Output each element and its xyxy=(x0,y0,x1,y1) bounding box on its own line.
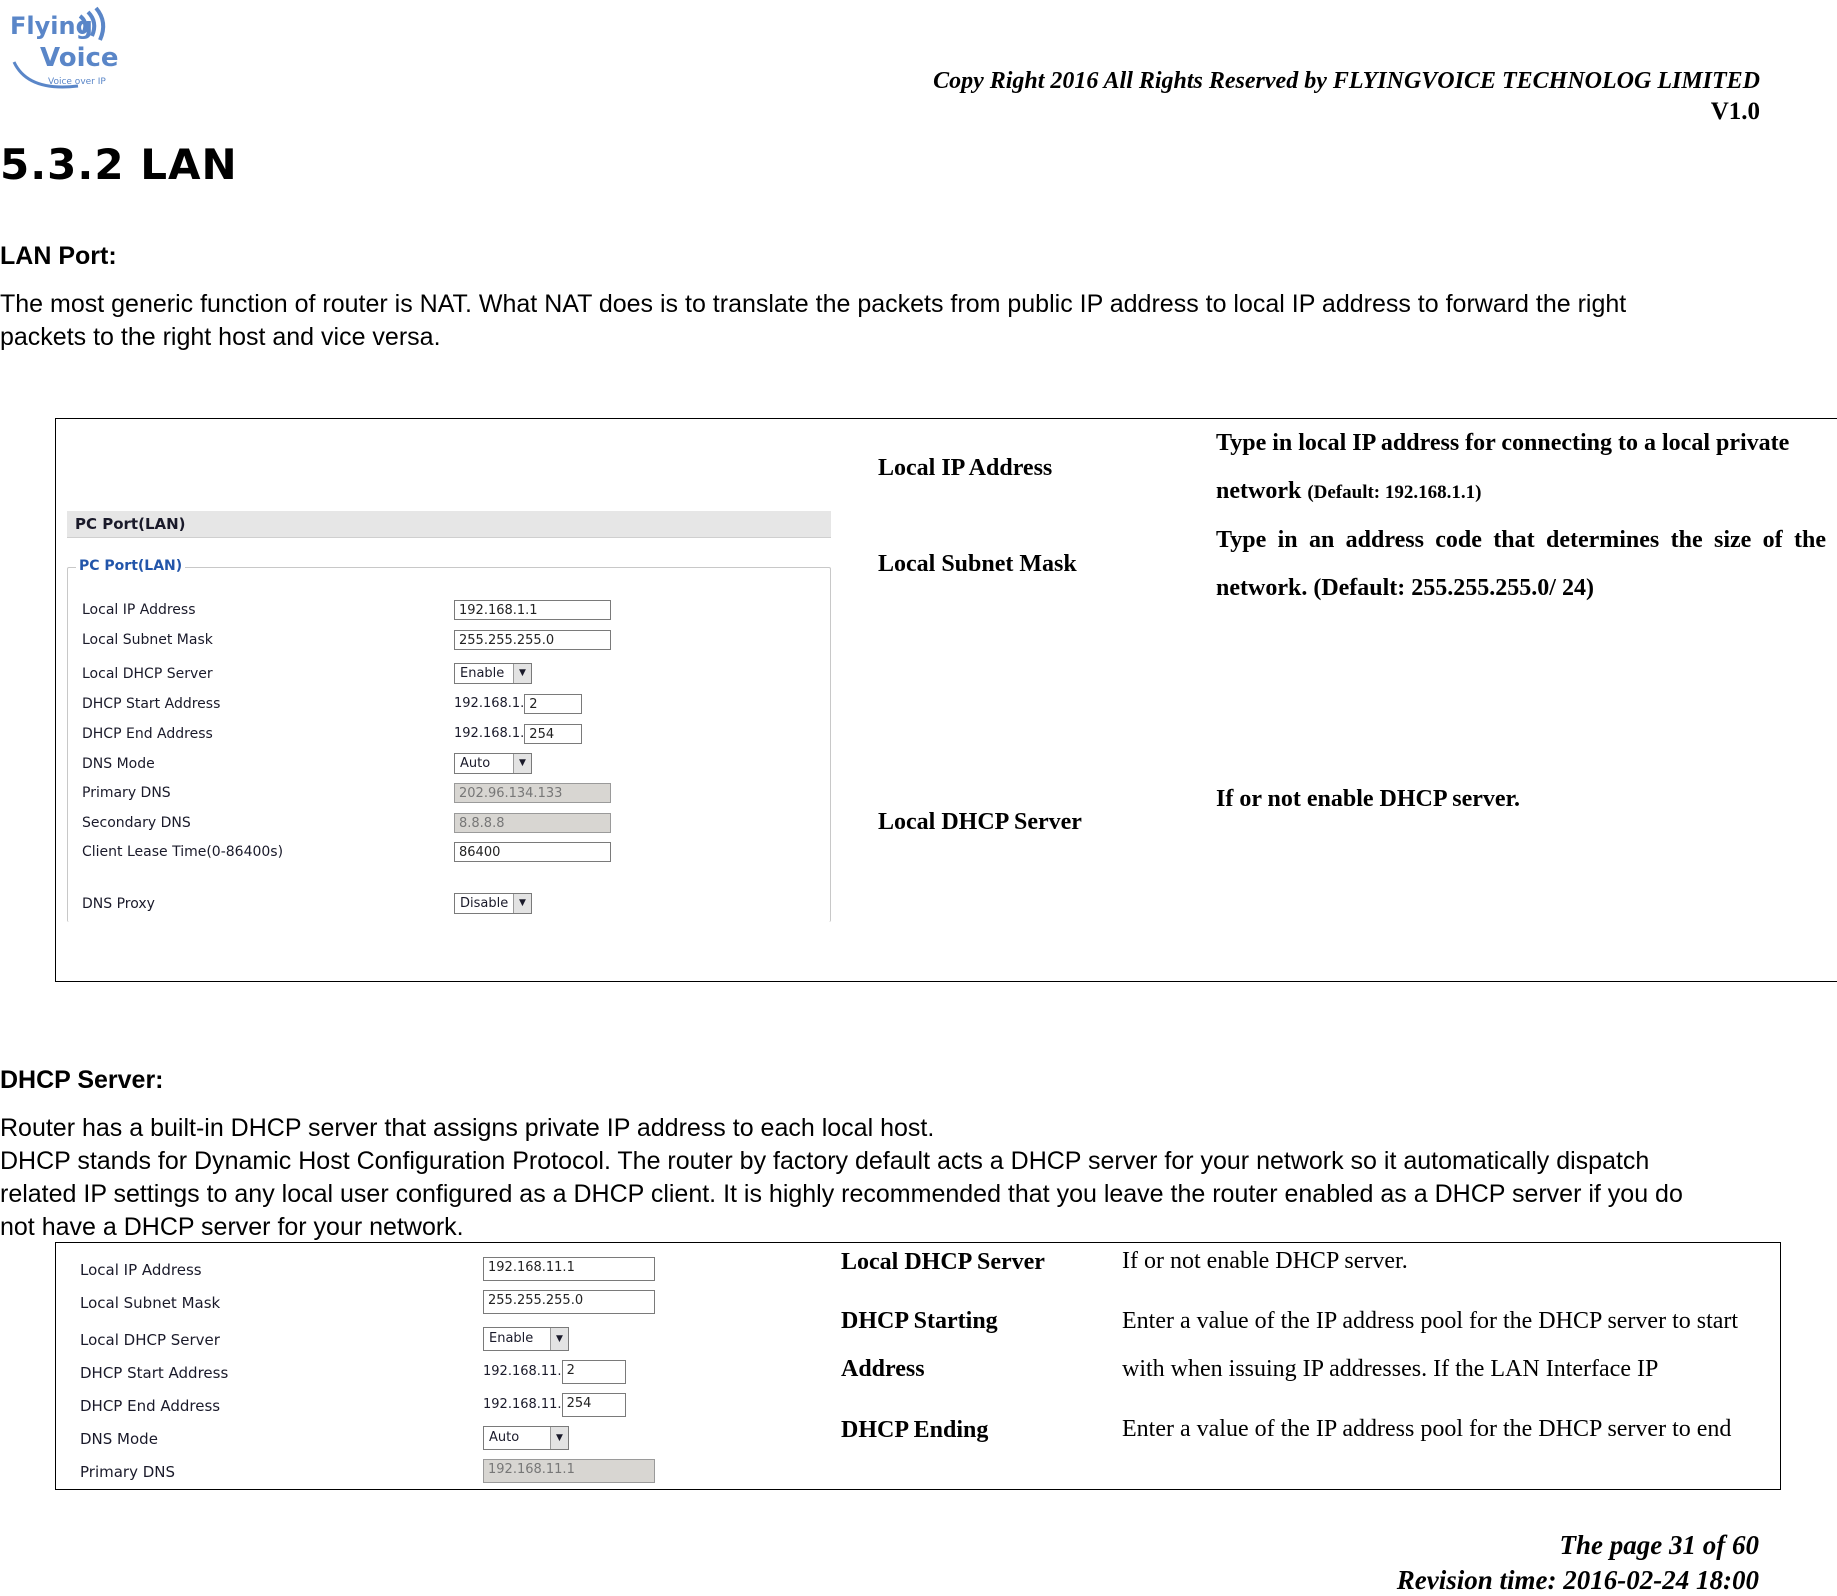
field-label: Local IP Address xyxy=(80,1261,202,1279)
lan-port-line-1: The most generic function of router is NAT. What NAT does is to translate the packets from public IP address to local IP address to forward the right xyxy=(0,290,1627,318)
field-subnet-mask xyxy=(68,628,830,654)
desc-default: (Default: 192.168.1.1) xyxy=(1307,482,1482,503)
term-local-ip: Local IP Address xyxy=(878,455,1053,481)
dhcp-line-1: Router has a built-in DHCP server that assigns private IP address to each local host. xyxy=(0,1114,935,1142)
field-label: Client Lease Time(0-86400s) xyxy=(82,844,284,860)
logo-graphic xyxy=(8,0,120,92)
pc-port-legend: PC Port(LAN) xyxy=(76,558,185,574)
ip-prefix: 192.168.1. xyxy=(454,696,525,711)
dhcp-server-heading: DHCP Server: xyxy=(0,1066,164,1094)
field-dhcp-start xyxy=(68,692,830,718)
field-label: DNS Proxy xyxy=(82,896,155,912)
chevron-down-icon[interactable]: ▼ xyxy=(513,664,531,683)
field-dns-mode xyxy=(68,752,830,778)
field-label: Local Subnet Mask xyxy=(82,632,213,648)
logo-text-voice: Voice xyxy=(40,43,119,73)
term-line: Address xyxy=(841,1356,925,1382)
field-label: DHCP End Address xyxy=(80,1397,221,1415)
field-dhcp-end xyxy=(66,1393,686,1419)
local-ip-input[interactable]: 192.168.1.1 xyxy=(454,600,611,620)
select-value: Auto xyxy=(460,756,491,771)
dhcp-start-control xyxy=(483,1360,626,1384)
lan-settings-frame xyxy=(55,418,1837,982)
lan-port-heading: LAN Port: xyxy=(0,242,117,270)
term-line: DHCP Starting xyxy=(841,1308,998,1334)
select-value: Disable xyxy=(460,896,509,911)
field-label: DHCP End Address xyxy=(82,726,213,742)
dhcp-panel xyxy=(66,1251,686,1489)
field-secondary-dns xyxy=(68,811,830,837)
field-primary-dns xyxy=(68,781,830,807)
dhcp-start-control xyxy=(454,694,582,714)
select-value: Enable xyxy=(489,1331,534,1346)
field-label: Local Subnet Mask xyxy=(80,1294,221,1312)
field-dns-mode xyxy=(66,1426,686,1452)
dhcp-settings-frame xyxy=(55,1242,1781,1490)
dhcp-end-input[interactable]: 254 xyxy=(562,1393,626,1417)
field-local-ip xyxy=(68,598,830,624)
revision-time: Revision time: 2016-02-24 18:00 xyxy=(1396,1565,1759,1595)
chevron-down-icon[interactable]: ▼ xyxy=(513,894,531,913)
field-primary-dns xyxy=(66,1459,686,1485)
section-title: 5.3.2 LAN xyxy=(0,140,238,189)
field-label: Secondary DNS xyxy=(82,815,191,831)
pc-port-header: PC Port(LAN) xyxy=(67,511,831,538)
flyingvoice-logo xyxy=(8,0,120,92)
pc-port-panel xyxy=(67,511,831,923)
desc-subnet-mask xyxy=(1216,516,1826,612)
field-label: DNS Mode xyxy=(80,1430,158,1448)
field-label: DNS Mode xyxy=(82,756,155,772)
dns-mode-select[interactable] xyxy=(483,1426,569,1450)
field-dhcp-server xyxy=(66,1327,686,1353)
field-local-ip xyxy=(66,1257,686,1283)
desc-line: Enter a value of the IP address pool for the DHCP server to start xyxy=(1122,1308,1739,1334)
dhcp-start-input[interactable]: 2 xyxy=(524,694,582,714)
term-subnet-mask: Local Subnet Mask xyxy=(878,551,1077,577)
field-dhcp-end xyxy=(68,722,830,748)
lan-port-paragraph xyxy=(0,288,1830,354)
dns-mode-select[interactable] xyxy=(454,753,532,774)
field-label: Local IP Address xyxy=(82,602,196,618)
chevron-down-icon[interactable]: ▼ xyxy=(513,754,531,773)
secondary-dns-input: 8.8.8.8 xyxy=(454,813,611,833)
copyright-text: Copy Right 2016 All Rights Reserved by FLYINGVOICE TECHNOLOG LIMITED xyxy=(933,68,1760,94)
field-label: Local DHCP Server xyxy=(80,1331,220,1349)
field-label: Primary DNS xyxy=(80,1463,176,1481)
field-dns-proxy xyxy=(68,892,830,918)
dhcp-server-select[interactable] xyxy=(483,1327,569,1351)
field-lease-time xyxy=(68,840,830,866)
desc-dhcp-ending: Enter a value of the IP address pool for the DHCP server to end xyxy=(1122,1416,1732,1442)
dhcp-end-control xyxy=(483,1393,626,1417)
desc-dhcp-starting xyxy=(1122,1297,1781,1393)
desc-main: network xyxy=(1216,478,1302,504)
field-label: DHCP Start Address xyxy=(82,696,221,712)
desc-line: network. (Default: 255.255.255.0/ 24) xyxy=(1216,575,1594,601)
field-label: DHCP Start Address xyxy=(80,1364,229,1382)
select-value: Enable xyxy=(460,666,505,681)
desc-line xyxy=(1216,467,1826,517)
dhcp-end-control xyxy=(454,724,582,744)
dhcp-end-input[interactable]: 254 xyxy=(524,724,582,744)
field-dhcp-server xyxy=(68,662,830,688)
dhcp-server-paragraph xyxy=(0,1112,1830,1244)
dhcp-start-input[interactable]: 2 xyxy=(562,1360,626,1384)
ip-prefix: 192.168.1. xyxy=(454,726,525,741)
dhcp-server-select[interactable] xyxy=(454,663,532,684)
chevron-down-icon[interactable]: ▼ xyxy=(550,1328,568,1350)
field-label: Local DHCP Server xyxy=(82,666,213,682)
select-value: Auto xyxy=(489,1430,520,1445)
lan-port-line-2: packets to the right host and vice versa. xyxy=(0,323,441,351)
dhcp-line-2: DHCP stands for Dynamic Host Configuration Protocol. The router by factory default acts a DHCP server for your network so it automatically dispatch xyxy=(0,1147,1650,1175)
local-ip-input[interactable]: 192.168.11.1 xyxy=(483,1257,655,1281)
dns-proxy-select[interactable] xyxy=(454,893,532,914)
desc-line: with when issuing IP addresses. If the LAN Interface IP xyxy=(1122,1356,1659,1382)
dhcp-line-4: not have a DHCP server for your network. xyxy=(0,1213,464,1241)
pc-port-fieldset xyxy=(67,558,831,922)
primary-dns-input: 202.96.134.133 xyxy=(454,783,611,803)
field-subnet-mask xyxy=(66,1290,686,1316)
chevron-down-icon[interactable]: ▼ xyxy=(550,1427,568,1449)
lease-time-input[interactable]: 86400 xyxy=(454,842,611,862)
logo-tagline: Voice over IP xyxy=(48,77,106,87)
ip-prefix: 192.168.11. xyxy=(483,1364,562,1379)
primary-dns-input: 192.168.11.1 xyxy=(483,1459,655,1483)
subnet-mask-input[interactable]: 255.255.255.0 xyxy=(454,630,611,650)
term-dhcp-server: Local DHCP Server xyxy=(878,809,1082,835)
desc-line: Type in local IP address for connecting to a local private xyxy=(1216,430,1790,456)
version-label: V1.0 xyxy=(1710,98,1760,125)
desc-dhcp-server: If or not enable DHCP server. xyxy=(1122,1248,1408,1274)
dhcp-line-3: related IP settings to any local user configured as a DHCP client. It is highly recommended that you leave the router enabled as a DHCP server if you do xyxy=(0,1180,1683,1208)
ip-prefix: 192.168.11. xyxy=(483,1397,562,1412)
desc-line: Type in an address code that determines the size of the xyxy=(1216,527,1826,553)
page-number: The page 31 of 60 xyxy=(1559,1530,1759,1560)
term-dhcp-ending: DHCP Ending xyxy=(841,1417,989,1443)
desc-local-ip xyxy=(1216,419,1826,517)
field-dhcp-start xyxy=(66,1360,686,1386)
desc-dhcp-server: If or not enable DHCP server. xyxy=(1216,786,1520,812)
term-dhcp-server: Local DHCP Server xyxy=(841,1249,1045,1275)
field-label: Primary DNS xyxy=(82,785,171,801)
term-dhcp-starting xyxy=(841,1297,998,1393)
subnet-mask-input[interactable]: 255.255.255.0 xyxy=(483,1290,655,1314)
logo-text-flying: Flying xyxy=(10,12,93,40)
